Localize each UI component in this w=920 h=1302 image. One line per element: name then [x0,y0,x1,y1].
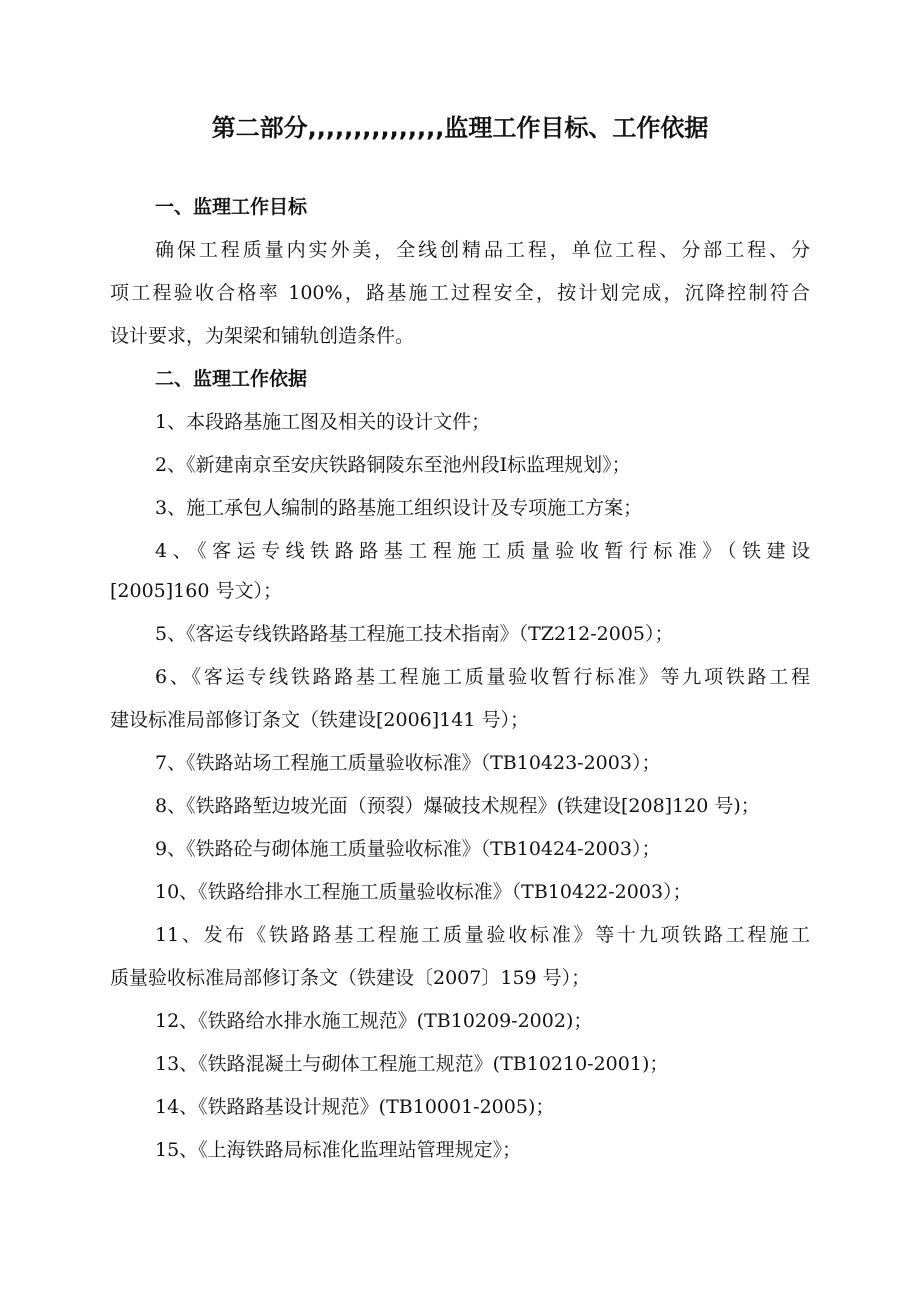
list-item-continuation: [2005]160 号文）； [110,580,282,602]
section1-heading: 一、监理工作目标 [155,196,308,218]
list-item: 10、《铁路给排水工程施工质量验收标准》（TB10422-2003）； [155,881,692,903]
section1-paragraph-line: 项工程验收合格率 100%，路基施工过程安全，按计划完成，沉降控制符合 [110,282,810,304]
list-item: 8、《铁路路堑边坡光面（预裂）爆破技术规程》(铁建设[208]120 号)； [155,795,760,817]
list-item-continuation: 建设标准局部修订条文（铁建设[2006]141 号）； [110,709,529,731]
document-title: 第二部分,,,,,,,,,,,,,,,监理工作目标、工作依据 [211,114,709,142]
list-item: 4、《客运专线铁路路基工程施工质量验收暂行标准》（铁建设 [155,540,810,562]
section2-heading: 二、监理工作依据 [155,368,308,390]
list-item: 3、施工承包人编制的路基施工组织设计及专项施工方案； [155,497,643,519]
list-item-continuation: 质量验收标准局部修订条文（铁建设〔2007〕159 号）； [110,967,591,989]
list-item: 12、《铁路给水排水施工规范》(TB10209-2002)； [155,1010,593,1032]
list-item: 7、《铁路站场工程施工质量验收标准》（TB10423-2003）； [155,752,661,774]
section1-paragraph-line: 设计要求，为架梁和铺轨创造条件。 [110,325,415,347]
list-item: 11、发布《铁路路基工程施工质量验收标准》等十九项铁路工程施工 [155,924,810,946]
list-item: 6、《客运专线铁路路基工程施工质量验收暂行标准》等九项铁路工程 [155,666,810,688]
list-item: 2、《新建南京至安庆铁路铜陵东至池州段Ⅰ标监理规划》； [155,454,631,476]
list-item: 13、《铁路混凝土与砌体工程施工规范》(TB10210-2001)； [155,1053,669,1075]
list-item: 1、本段路基施工图及相关的设计文件； [155,411,491,433]
list-item: 5、《客运专线铁路路基工程施工技术指南》（TZ212-2005）； [155,623,674,645]
list-item: 15、《上海铁路局标准化监理站管理规定》； [155,1139,522,1161]
list-item: 9、《铁路砼与砌体施工质量验收标准》（TB10424-2003）； [155,838,661,860]
section1-paragraph-line: 确保工程质量内实外美，全线创精品工程，单位工程、分部工程、分 [155,239,810,261]
list-item: 14、《铁路路基设计规范》(TB10001-2005)； [155,1096,555,1118]
